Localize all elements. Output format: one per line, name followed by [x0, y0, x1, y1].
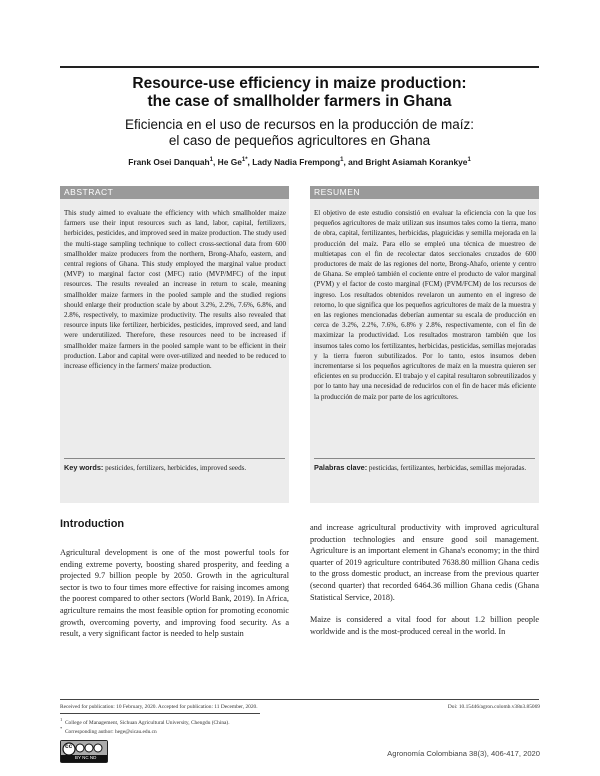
abstract-box	[60, 186, 289, 503]
cc-license-labels: BY NC ND	[75, 755, 97, 760]
abstract-text: This study aimed to evaluate the efficiency with which smallholder maize farmers use their input resources such as land, labor, capital, fertilizers, herbicides, pesticides, and improved seed in maize production. The study used the multi-stage sampling technique to collect cross-sectional data from 600 smallholder maize producers from the northern, Brong-Ahafo, eastern, and central regions of Ghana. This study employed the marginal value product (MVP) to marginal factor cost (MFC) ratio (MVP/MFC) of the input resources. The results revealed an increase in return to scale, meaning smallholder maize farmers in the pooled sample and the studied regions should enlarge their production scale by about 3.2%, 2.2%, 7.6%, 6.8%, and 2.8%, respectively, to maximize productivity. The results also revealed that resource inputs like fertilizer, herbicides, pesticides, improved seed, and land were underutilized. Therefore, these resources need to be increased if smallholder maize farmers in the pooled sample want to be efficient in their production. Labor and capital were over-utilized and needed to be reduced to increase efficiency in the farmers' maize production.	[64, 209, 286, 371]
creative-commons-badge	[60, 740, 108, 763]
footnote-affiliation: $^1$ College of Management, Sichuan Agricultural University, Chengdu (China).	[60, 717, 230, 726]
title-spanish: Eficiencia en el uso de recursos en la producción de maíz: el caso de pequeños agricultores en Ghana	[125, 117, 474, 148]
resumen-keywords: Palabras clave: pesticidas, fertilizantes, herbicidas, semillas mejoradas.	[314, 463, 527, 472]
title-top-rule	[60, 66, 539, 68]
abstract-keywords-rule	[64, 458, 285, 459]
resumen-keywords-rule	[314, 458, 535, 459]
doi: Doi: 10.15446/agron.colomb.v38n3.85069	[447, 704, 540, 710]
title-english: Resource-use efficiency in maize production: the case of smallholder farmers in Ghana	[132, 75, 467, 110]
resumen-box	[310, 186, 539, 503]
footnote-corresponding: * Corresponding author: hege@sicau.edu.cn	[60, 726, 157, 735]
resumen-text: El objetivo de este estudio consistió en evaluar la eficiencia con la que los pequeños agricultores de maíz utilizan sus insumos tales como la tierra, mano de obra, capital, fertilizantes, herbicidas, plaguicidas y semilla mejorada en la producción del maíz. Para ello se empleó una técnica de muestreo de multietapas con el fin de recolectar datos seccionales cruzados de 600 productores de maíz de las regiones del norte, Brong-Ahafo, oriente y centro de Ghana. Se empleó también el cociente entre el producto de valor marginal (PVM) y el factor de costo marginal (FCM) (PVM/FCM) de los recursos de ingreso. Los resultados obtenidos revelaron un aumento en el ingreso de retorno, lo que significa que los pequeños agricultores de maíz de la muestra y en las regiones mencionadas deberían aumentar su escala de producción en cerca de 3.2%, 2.2%, 7.6%, 6.8% y 2.8%, respectivamente, con el fin de maximizar la productividad. Los resultados mostraron también que los insumos tales como los fertilizantes, herbicidas, pesticidas, semillas mejoradas y la tierra fueron subutilizados. Por lo tanto, estos insumos deben incrementarse si los pequeños agricultores de maíz en la muestra quieren ser eficientes en su producción. El trabajo y el capital resultaron sobreutilizados y por lo tanto hay una necesidad de reducirlos con el fin de hacer más eficiente la producción de maíz por parte de los agricultores.	[314, 209, 536, 401]
introduction-heading: Introduction	[60, 518, 125, 530]
intro-right-paragraph-2: Maize is considered a vital food for about 1.2 billion people worldwide and is the most-produced cereal in the world. In	[310, 615, 539, 636]
abstract-heading: ABSTRACT	[60, 186, 289, 199]
resumen-heading: RESUMEN	[310, 186, 539, 199]
intro-right-column	[310, 522, 539, 648]
footer-rule	[60, 699, 539, 700]
abstract-keywords: Key words: pesticides, fertilizers, herbicides, improved seeds.	[64, 463, 247, 472]
journal-citation: Agronomía Colombiana 38(3), 406-417, 2020	[387, 749, 540, 758]
intro-right-paragraph-1: and increase agricultural productivity with improved agricultural production technologies and ensure good soil management. Agriculture is an important element in Ghana's economy; in the third quarter of 2019 agriculture contributed 7638.80 million Ghana cedis to the gross domestic product, an increase from the previous quarter (second quarter) that recorded 6464.36 million Ghana cedis (Ghana Statistical Service, 2018).	[310, 523, 539, 602]
author-list: Frank Osei Danquah$^1$, He $Ge^{1*}$, Lady Nadia Frempong$^1$, and Bright Asiamah Korankye$^1$	[128, 157, 471, 167]
footnote-rule	[60, 713, 260, 714]
received-date: Received for publication: 10 February, 2020. Accepted for publication: 11 December, 2020.	[60, 704, 258, 710]
intro-left-column	[60, 547, 289, 651]
intro-left-paragraph: Agricultural development is one of the most powerful tools for ending extreme poverty, boosting shared prosperity, and feeding a projected 9.7 billion people by 2050. Growth in the agricultural sector is two to four times more effective for raising incomes among the poorest compared to other sectors (World Bank, 2019). In Africa, agriculture remains the most feasible option for promoting economic growth, overcoming poverty, and improving food security. As a result, a very significant factor is needed to help sustain	[60, 548, 289, 639]
cc-logo-text: cc	[65, 743, 73, 750]
